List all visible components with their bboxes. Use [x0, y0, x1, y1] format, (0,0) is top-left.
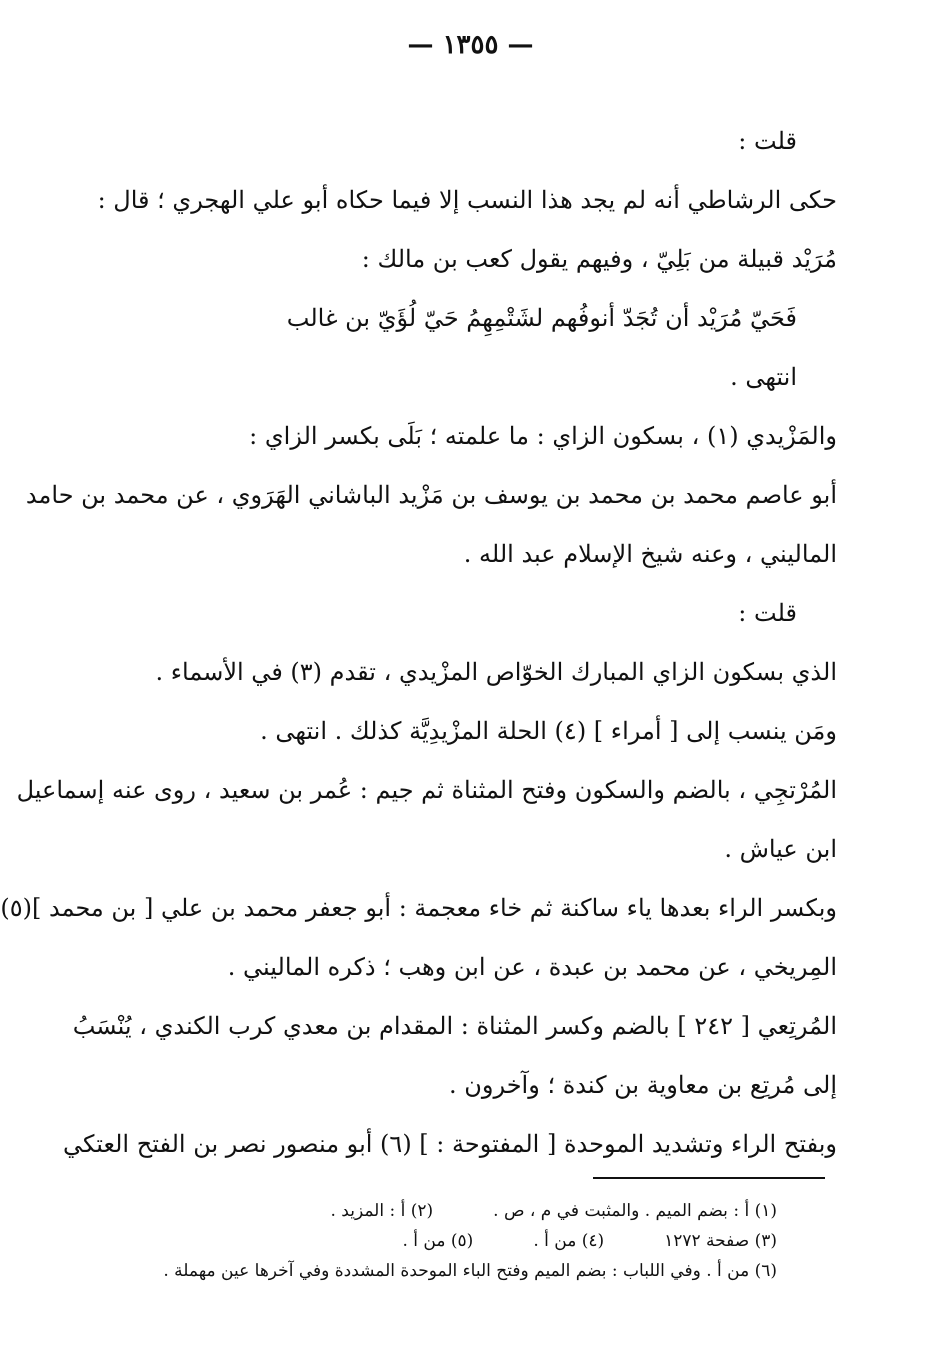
footnote-2: (٢) أ : المزيد . — [330, 1201, 434, 1221]
footnote-row — [134, 1196, 777, 1226]
text-line: ومَن ينسب إلى [ أمراء ] (٤) الحلة المزْيدِيَّة كذلك . انتهى . — [260, 717, 837, 745]
text-line: المُرتِعي [ ٢٤٢ ] بالضم وكسر المثناة : المقدام بن معدي كرب الكندي ، يُنْسَبُ — [72, 1012, 837, 1040]
text-line: قلت : — [738, 127, 797, 155]
text-line: مُرَيْد قبيلة من بَلِيّ ، وفيهم يقول كعب بن مالك : — [361, 245, 837, 273]
footnote-3: (٣) صفحة ١٢٧٢ — [664, 1231, 777, 1251]
text-line: أبو عاصم محمد بن محمد بن يوسف بن مَزْيد الباشاني الهَرَوي ، عن محمد بن حامد — [25, 481, 837, 509]
text-line: فَحَيّ مُرَيْد أن تُجَدّ أنوفُهم لشَتْمِهِمُ حَيّ لُؤَيّ بن غالب — [286, 304, 797, 332]
page-number: — ١٣٥٥ — — [407, 30, 534, 60]
text-line: والمَزْيدي (١) ، بسكون الزاي : ما علمته ؛ بَلَى بكسر الزاي : — [249, 422, 837, 450]
footnote-row — [134, 1256, 777, 1286]
footnotes — [134, 1196, 777, 1286]
footnote-divider — [593, 1177, 825, 1179]
footnote-6: (٦) من أ . وفي اللباب : بضم الميم وفتح الباء الموحدة المشددة وفي آخرها عين مهملة . — [163, 1261, 777, 1281]
text-line: الماليني ، وعنه شيخ الإسلام عبد الله . — [463, 540, 837, 568]
text-line: الذي بسكون الزاي المبارك الخوّاص المزْيدي ، تقدم (٣) في الأسماء . — [155, 658, 837, 686]
text-line: قلت : — [738, 599, 797, 627]
text-line: انتهى . — [730, 363, 797, 391]
footnote-1: (١) أ : بضم الميم . والمثبت في م ، ص . — [493, 1201, 777, 1221]
footnote-row — [134, 1226, 777, 1256]
text-line: إلى مُرتِع بن معاوية بن كندة ؛ وآخرون . — [449, 1071, 837, 1099]
text-line: ابن عياش . — [724, 835, 837, 863]
text-line: المُرْتجِي ، بالضم والسكون وفتح المثناة ثم جيم : عُمر بن سعيد ، روى عنه إسماعيل — [16, 776, 837, 804]
text-line: حكى الرشاطي أنه لم يجد هذا النسب إلا فيما حكاه أبو علي الهجري ؛ قال : — [97, 186, 837, 214]
text-line: وبكسر الراء بعدها ياء ساكنة ثم خاء معجمة : أبو جعفر محمد بن علي [ بن محمد ](٥) — [0, 894, 837, 922]
main-text — [0, 112, 837, 1174]
text-line: وبفتح الراء وتشديد الموحدة [ المفتوحة : ] (٦) أبو منصور نصر بن الفتح العتكي — [63, 1130, 837, 1158]
text-line: المِريخي ، عن محمد بن عبدة ، عن ابن وهب ؛ ذكره الماليني . — [227, 953, 837, 981]
footnote-5: (٥) من أ . — [402, 1231, 474, 1251]
footnote-4: (٤) من أ . — [533, 1231, 605, 1251]
